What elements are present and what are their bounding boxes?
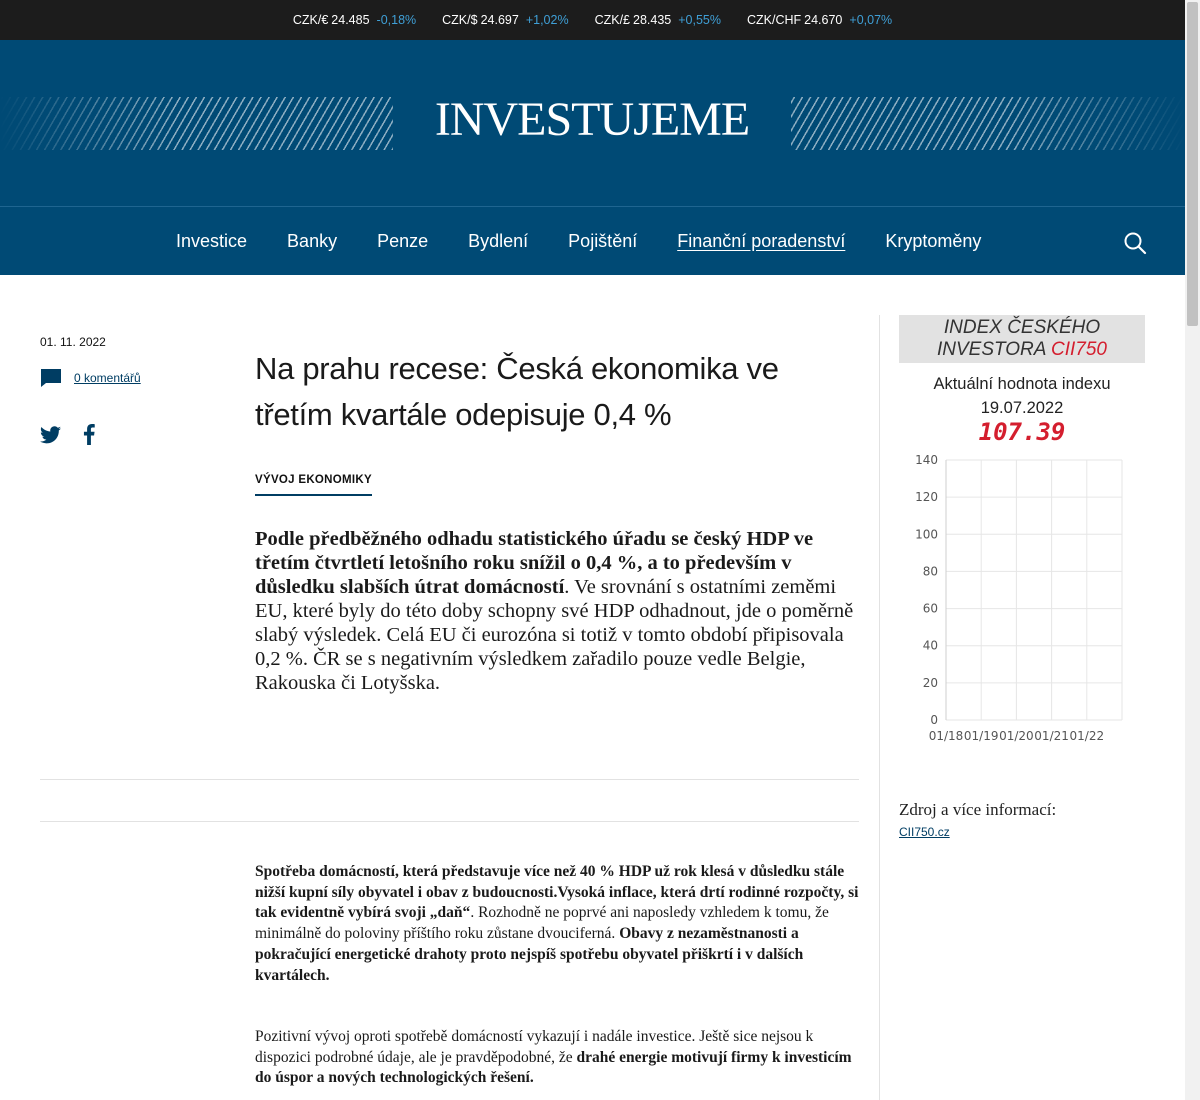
article-lead <box>255 527 855 695</box>
lead-text: . Ve srovnání s ostatními zeměmi EU, které byly do této doby schopny své HDP odhadnout, jde o poměrně slabý výsledek. Celá EU či eurozóna si totiž v tomto období připisovala 0,2 %. ČR se s negativním výsledkem zařadilo pouze vedle Belgie, Rakouska či Lotyšska. <box>255 576 854 694</box>
article-title: Na prahu recese: Česká ekonomika ve třetím kvartále odepisuje 0,4 % <box>255 351 779 432</box>
ticker-pair: CZK/$ <box>442 13 478 27</box>
x-tick-label: 01/22 <box>1069 729 1105 743</box>
paragraph-bold-text: Spotřeba domácností, která představuje více než 40 % HDP už rok klesá v důsledku stále nižší kupní síly obyvatel i obav z budoucnosti.Vysoká inflace, která drtí rodinné rozpočty, si tak evidentně vybírá svoji „daň“ <box>255 863 859 922</box>
index-subtitle <box>899 372 1145 420</box>
paragraph-bold-text: drahé energie motivují firmy k investicím do úspor a nových technologických řešení. <box>255 1048 852 1087</box>
nav-item-bydleni[interactable]: Bydlení <box>468 231 529 251</box>
ticker-change: +0,07% <box>849 13 893 27</box>
site-logo[interactable]: INVESTUJEME <box>434 93 750 146</box>
y-tick-label: 20 <box>922 675 938 690</box>
ticker-pair: CZK/£ <box>594 13 630 27</box>
index-widget-title <box>899 315 1145 363</box>
sidebar-divider <box>879 315 880 1100</box>
paragraph-text: Pozitivní vývoj oproti spotřebě domácností vykazují i nadále investice. Ještě sice nejsou k dispozici podrobné údaje, ale je pravděpodobné, že <box>255 1028 814 1066</box>
x-tick-label: 01/20 <box>999 729 1034 743</box>
ticker-pair: CZK/CHF <box>746 13 802 27</box>
source-link[interactable]: CII750.cz <box>899 825 950 839</box>
scrollbar-thumb[interactable] <box>1187 2 1198 326</box>
twitter-icon[interactable] <box>40 426 61 444</box>
comments-link[interactable]: 0 komentářů <box>74 371 141 385</box>
ticker-rate: 24.697 <box>480 13 519 27</box>
article-category-tag[interactable]: VÝVOJ EKONOMIKY <box>255 474 372 496</box>
nav-item-pojisteni[interactable]: Pojištění <box>568 231 638 251</box>
lead-bold-text: Podle předběžného odhadu statistického úřadu se český HDP ve třetím čtvrtletí letošního roku snížil o 0,4 %, a to především v důsledku slabších útrat domácností <box>255 528 814 598</box>
index-subtitle-label: Aktuální hodnota indexu <box>933 375 1111 393</box>
x-tick-label: 01/18 <box>928 729 964 743</box>
index-title-line: INDEX ČESKÉHO <box>943 317 1101 338</box>
ticker-rate: 28.435 <box>633 13 672 27</box>
divider <box>40 821 859 822</box>
ticker-rate: 24.670 <box>804 13 843 27</box>
nav-item-kryptomeny[interactable]: Kryptoměny <box>885 231 982 251</box>
index-name: CII750 <box>1051 339 1107 360</box>
article-paragraph <box>255 862 860 986</box>
ticker-rate: 24.485 <box>331 13 370 27</box>
ticker-item-gbp <box>595 13 721 27</box>
nav-item-investice[interactable]: Investice <box>176 231 248 251</box>
index-chart <box>899 450 1145 750</box>
masthead <box>0 40 1185 206</box>
page-scrollbar[interactable] <box>1185 0 1200 1100</box>
y-tick-label: 60 <box>922 601 938 616</box>
source-title: Zdroj a více informací: <box>899 800 1057 819</box>
index-date: 19.07.2022 <box>980 399 1064 417</box>
facebook-icon[interactable] <box>83 424 95 445</box>
share-buttons <box>40 424 95 445</box>
ticker-item-chf <box>747 13 892 27</box>
ticker-item-usd <box>442 13 568 27</box>
x-tick-label: 01/19 <box>963 729 999 743</box>
y-tick-label: 100 <box>915 527 938 542</box>
comments-link-row[interactable] <box>40 368 141 388</box>
paragraph-text: . Rozhodně ne poprvé ani naposledy vzhledem k tomu, že minimálně do poloviny příštího roku zůstane dvouciferná. <box>255 904 829 943</box>
nav-item-banky[interactable]: Banky <box>287 231 338 251</box>
currency-ticker <box>0 0 1185 40</box>
x-tick-label: 01/21 <box>1034 729 1069 743</box>
y-tick-label: 0 <box>930 713 938 727</box>
divider <box>40 779 859 780</box>
decorative-stripes-right <box>791 97 1185 150</box>
article-date: 01. 11. 2022 <box>40 335 106 349</box>
ticker-change: +0,55% <box>678 13 721 27</box>
nav-item-penze[interactable]: Penze <box>377 231 429 251</box>
y-tick-label: 140 <box>915 453 938 467</box>
ticker-change: -0,18% <box>376 13 417 27</box>
y-tick-label: 80 <box>922 564 938 579</box>
main-nav <box>0 206 1185 275</box>
ticker-change: +1,02% <box>525 13 569 27</box>
y-tick-label: 40 <box>922 638 938 653</box>
nav-item-financni-poradenstvi[interactable]: Finanční poradenství <box>677 231 846 251</box>
index-value: 107.39 <box>978 418 1066 446</box>
article-paragraph <box>255 1027 860 1089</box>
paragraph-bold-text: Obavy z nezaměstnanosti a pokračující energetické drahoty proto nejspíš spotřebu obyvatel přiškrtí i v dalších kvartálech. <box>255 925 804 984</box>
ticker-pair: CZK/€ <box>292 13 329 27</box>
ticker-item-eur <box>293 13 416 27</box>
decorative-stripes-left <box>0 97 393 150</box>
comment-icon[interactable] <box>40 368 62 388</box>
index-title-line: INVESTORA CII750 <box>936 339 1107 360</box>
search-icon[interactable] <box>1123 231 1147 255</box>
y-tick-label: 120 <box>915 490 938 505</box>
